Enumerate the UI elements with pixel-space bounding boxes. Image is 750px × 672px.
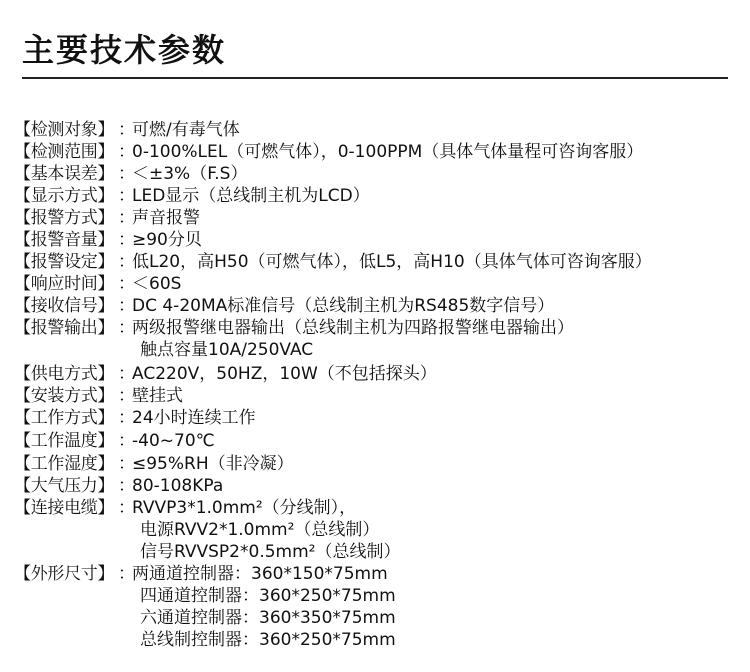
spec-label: 【报警方式】 bbox=[14, 208, 115, 228]
spec-colon: ： bbox=[118, 230, 135, 250]
spec-row bbox=[14, 317, 744, 361]
spec-value: 触点容量10A/250VAC bbox=[140, 340, 314, 360]
spec-value: ≥90分贝 bbox=[132, 230, 202, 250]
spec-value: 电源RVV2*1.0mm²（总线制） bbox=[140, 520, 380, 540]
spec-label: 【基本误差】 bbox=[14, 164, 115, 184]
spec-label: 【外形尺寸】 bbox=[14, 564, 115, 584]
spec-label: 【供电方式】 bbox=[14, 364, 115, 384]
spec-colon: ： bbox=[118, 454, 135, 474]
spec-row bbox=[14, 185, 744, 207]
spec-value: 四通道控制器：360*250*75mm bbox=[140, 586, 396, 606]
spec-value: 80-108KPa bbox=[132, 476, 224, 496]
spec-value: 24小时连续工作 bbox=[132, 408, 256, 428]
spec-label: 【大气压力】 bbox=[14, 476, 115, 496]
spec-value: DC 4-20MA标准信号（总线制主机为RS485数字信号） bbox=[132, 296, 555, 316]
spec-label: 【工作方式】 bbox=[14, 408, 115, 428]
spec-colon: ： bbox=[118, 274, 135, 294]
spec-row bbox=[14, 141, 744, 163]
spec-colon: ： bbox=[118, 476, 135, 496]
spec-list bbox=[14, 119, 744, 651]
spec-row bbox=[14, 475, 744, 497]
spec-row bbox=[14, 251, 744, 273]
spec-row bbox=[14, 497, 744, 563]
spec-value: ＜±3%（F.S） bbox=[132, 164, 248, 184]
spec-value: 0-100%LEL（可燃气体），0-100PPM（具体气体量程可咨询客服） bbox=[132, 142, 644, 162]
spec-colon: ： bbox=[118, 186, 135, 206]
spec-label: 【报警输出】 bbox=[14, 318, 115, 338]
spec-value: -40~70℃ bbox=[132, 431, 215, 451]
spec-label: 【工作温度】 bbox=[14, 431, 115, 451]
spec-colon: ： bbox=[118, 408, 135, 428]
spec-label: 【检测范围】 bbox=[14, 142, 115, 162]
spec-label: 【显示方式】 bbox=[14, 186, 115, 206]
spec-colon: ： bbox=[118, 498, 135, 518]
spec-row bbox=[14, 207, 744, 229]
spec-colon: ： bbox=[118, 431, 135, 451]
spec-value: 两通道控制器：360*150*75mm bbox=[132, 564, 388, 584]
spec-label: 【报警设定】 bbox=[14, 252, 115, 272]
spec-colon: ： bbox=[118, 364, 135, 384]
spec-row bbox=[14, 163, 744, 185]
spec-row bbox=[14, 430, 744, 452]
spec-value: 可燃/有毒气体 bbox=[132, 120, 240, 140]
page-title: 主要技术参数 bbox=[22, 31, 227, 69]
spec-value: RVVP3*1.0mm²（分线制）， bbox=[132, 498, 357, 518]
spec-row bbox=[14, 385, 744, 407]
spec-label: 【工作湿度】 bbox=[14, 454, 115, 474]
spec-colon: ： bbox=[118, 208, 135, 228]
spec-colon: ： bbox=[118, 252, 135, 272]
spec-value: LED显示（总线制主机为LCD） bbox=[132, 186, 370, 206]
spec-row bbox=[14, 119, 744, 141]
spec-value: 六通道控制器：360*350*75mm bbox=[140, 608, 396, 628]
title-divider bbox=[22, 77, 728, 79]
spec-row bbox=[14, 453, 744, 475]
spec-label: 【报警音量】 bbox=[14, 230, 115, 250]
spec-row bbox=[14, 563, 744, 651]
spec-colon: ： bbox=[118, 564, 135, 584]
spec-value: 两级报警继电器输出（总线制主机为四路报警继电器输出） bbox=[132, 318, 574, 338]
spec-label: 【检测对象】 bbox=[14, 120, 115, 140]
spec-row bbox=[14, 273, 744, 295]
spec-label: 【安装方式】 bbox=[14, 386, 115, 406]
spec-label: 【响应时间】 bbox=[14, 274, 115, 294]
spec-value: 声音报警 bbox=[132, 208, 200, 228]
spec-value: 壁挂式 bbox=[132, 386, 183, 406]
spec-row bbox=[14, 407, 744, 429]
spec-value: ＜60S bbox=[132, 274, 182, 294]
spec-colon: ： bbox=[118, 142, 135, 162]
spec-value: 总线制控制器：360*250*75mm bbox=[140, 630, 396, 650]
spec-colon: ： bbox=[118, 120, 135, 140]
spec-colon: ： bbox=[118, 296, 135, 316]
spec-value: ≤95%RH（非冷凝） bbox=[132, 454, 294, 474]
spec-colon: ： bbox=[118, 164, 135, 184]
spec-row bbox=[14, 229, 744, 251]
spec-value: 信号RVVSP2*0.5mm²（总线制） bbox=[140, 542, 401, 562]
spec-value: AC220V，50HZ，10W（不包括探头） bbox=[132, 364, 437, 384]
spec-colon: ： bbox=[118, 386, 135, 406]
spec-row bbox=[14, 295, 744, 317]
spec-colon: ： bbox=[118, 318, 135, 338]
spec-row bbox=[14, 363, 744, 385]
spec-value: 低L20，高H50（可燃气体），低L5，高H10（具体气体可咨询客服） bbox=[132, 252, 652, 272]
spec-label: 【连接电缆】 bbox=[14, 498, 115, 518]
spec-label: 【接收信号】 bbox=[14, 296, 115, 316]
